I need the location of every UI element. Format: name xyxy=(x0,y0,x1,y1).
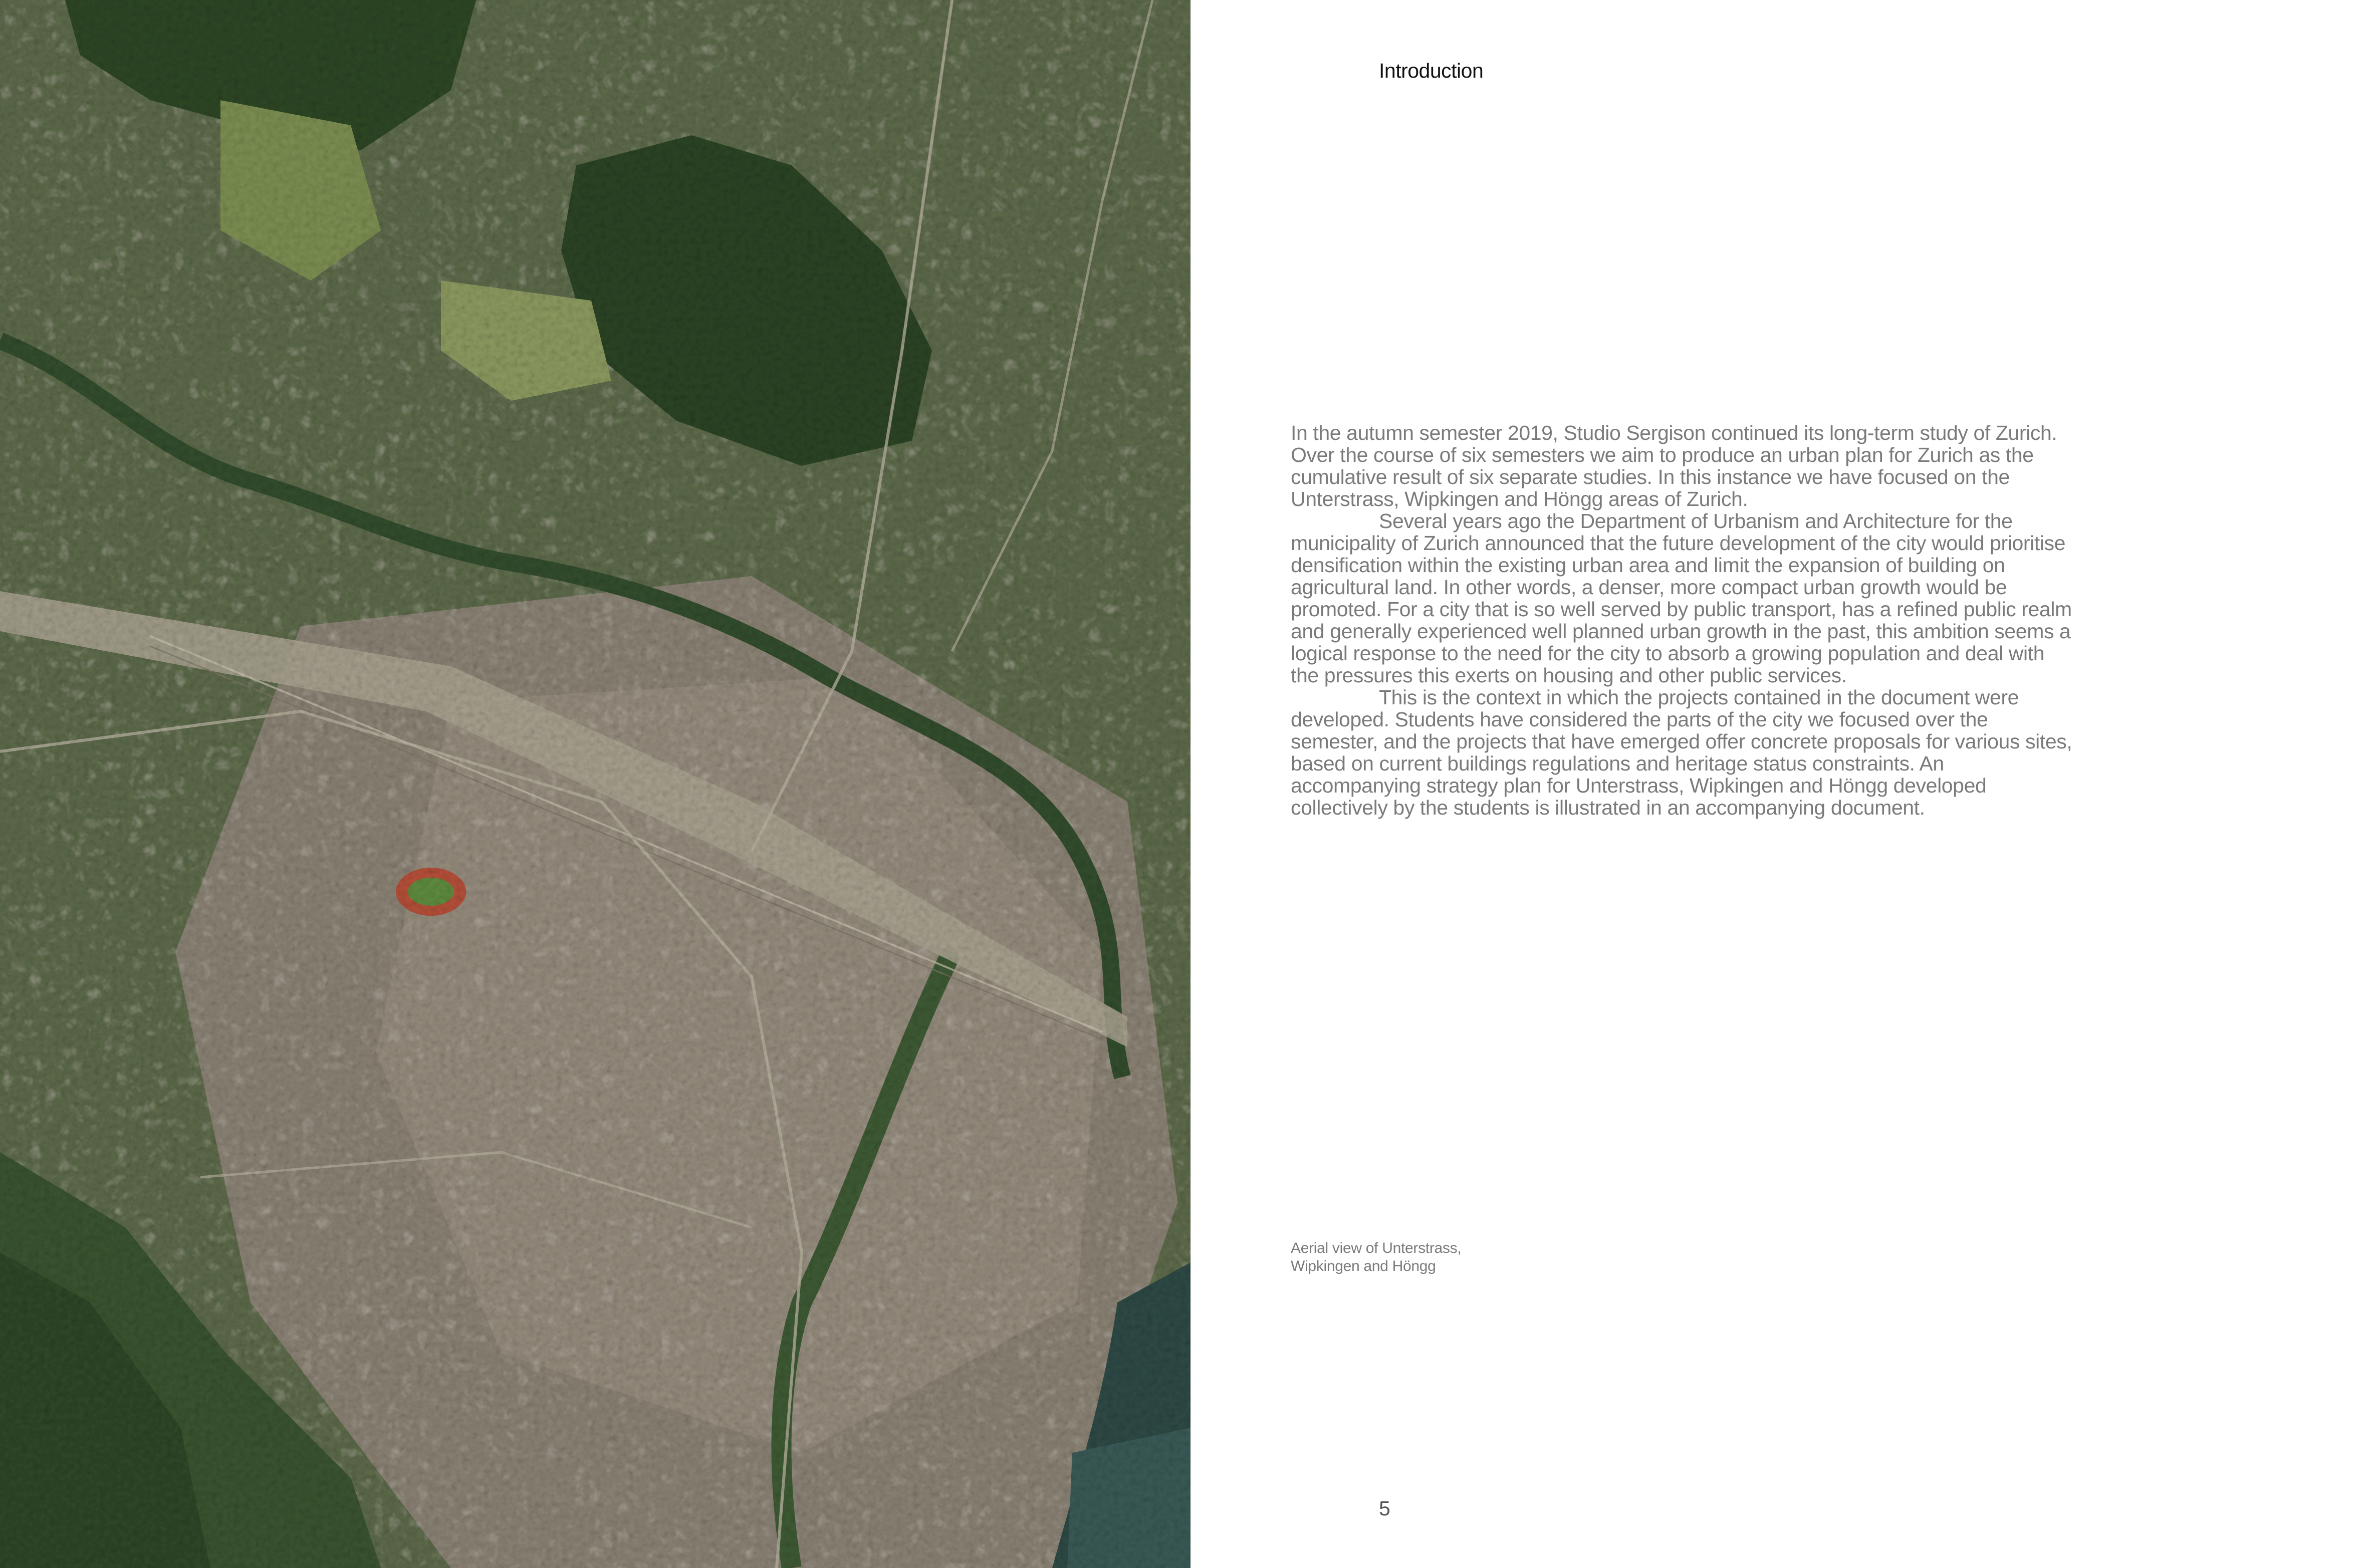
caption-line: Wipkingen and Höngg xyxy=(1291,1258,1436,1274)
introduction-body xyxy=(1291,422,2072,819)
paragraph: In the autumn semester 2019, Studio Sergison continued its long-term study of Zurich. Over the course of six semesters we aim to produce an urban plan for Zurich as the cumulative result of six separate studies. In this instance we have focused on the Unterstrass, Wipkingen and Höngg areas of Zurich. xyxy=(1291,421,2057,510)
paragraph: Several years ago the Department of Urbanism and Architecture for the municipality of Zurich announced that the future development of the city would prioritise densification within the existing urban area and limit the expansion of building on agricultural land. In other words, a denser, more compact urban growth would be promoted. For a city that is so well served by public transport, has a refined public realm and generally experienced well planned urban growth in the past, this ambition seems a logical response to the need for the city to absorb a growing population and deal with the pressures this exerts on housing and other public services. xyxy=(1291,509,2072,687)
page-number: 5 xyxy=(1379,1497,1390,1520)
caption-line: Aerial view of Unterstrass, xyxy=(1291,1240,1462,1256)
page-title: Introduction xyxy=(1379,59,1484,82)
image-caption xyxy=(1291,1239,1551,1275)
paragraph: This is the context in which the projects contained in the document were developed. Students have considered the parts of the city we focused over the semester, and the projects that have emerged offer concrete proposals for various sites, based on current buildings regulations and heritage status constraints. An accompanying strategy plan for Unterstrass, Wipkingen and Höngg developed collectively by the students is illustrated in an accompanying document. xyxy=(1291,686,2072,819)
